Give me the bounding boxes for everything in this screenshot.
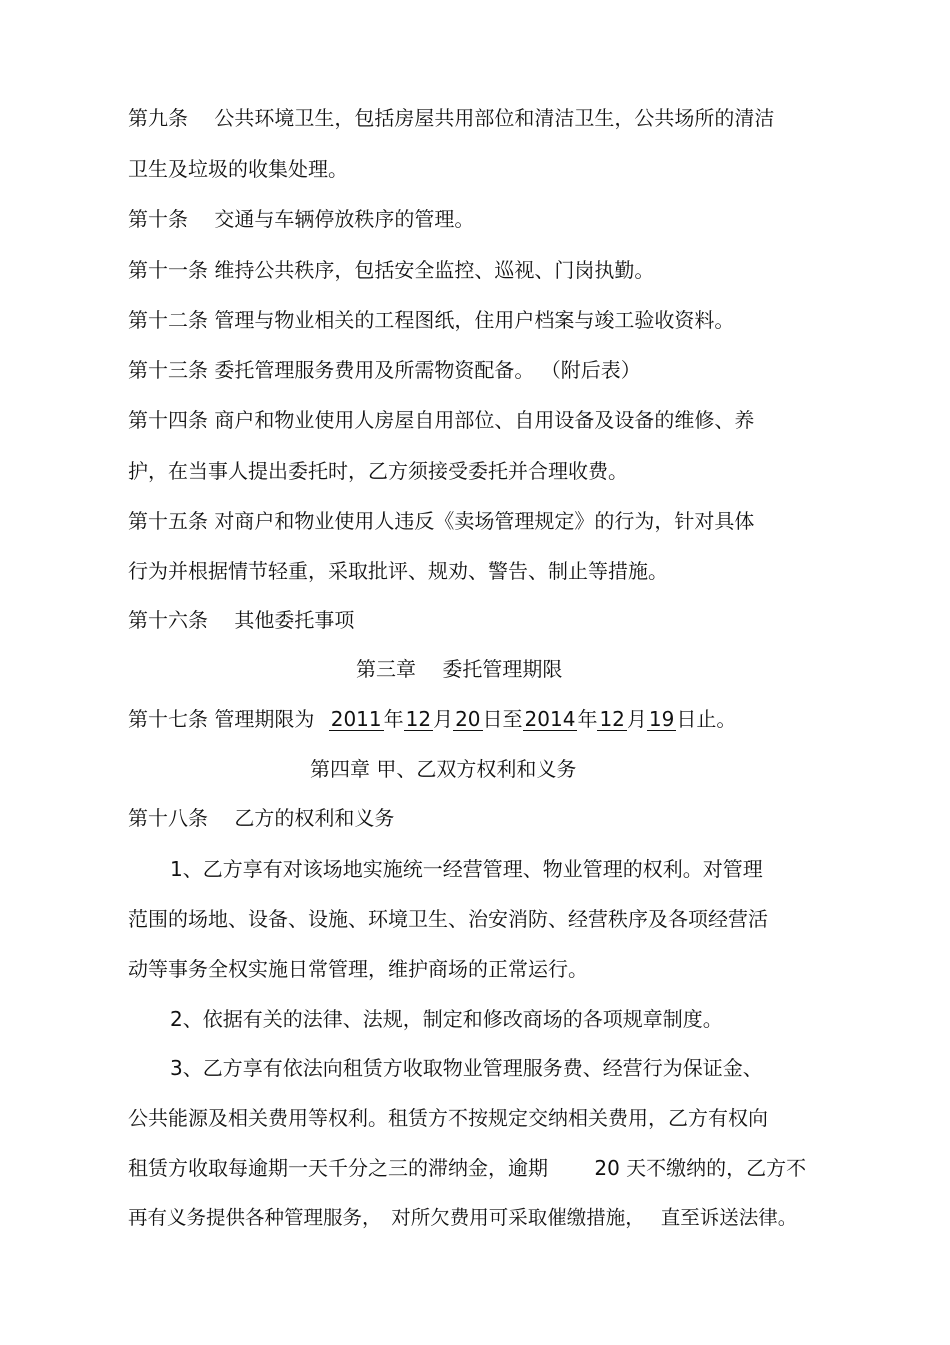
clause-2: 2、依据有关的法律、法规，制定和修改商场的各项规章制度。 — [170, 1007, 723, 1031]
article-17-prefix: 第十七条 管理期限为 — [128, 707, 315, 731]
clause-3-line-3: 租赁方收取每逾期一天千分之三的滞纳金，逾期 20 天不缴纳的，乙方不 — [128, 1156, 807, 1180]
article-9-line-1: 第九条 公共环境卫生，包括房屋共用部位和清洁卫生，公共场所的清洁 — [128, 106, 775, 130]
clause-1-line-3: 动等事务全权实施日常管理，维护商场的正常运行。 — [128, 957, 588, 981]
article-12: 第十二条 管理与物业相关的工程图纸，住用户档案与竣工验收资料。 — [128, 308, 735, 332]
start-year: 2011 — [330, 707, 382, 731]
clause-1-line-2: 范围的场地、设备、设施、环境卫生、治安消防、经营秩序及各项经营活 — [128, 907, 768, 931]
article-18: 第十八条 乙方的权利和义务 — [128, 806, 395, 830]
article-17 — [128, 705, 736, 733]
article-16: 第十六条 其他委托事项 — [128, 608, 355, 632]
month-label: 月 — [626, 707, 647, 731]
chapter-4-heading: 第四章 甲、乙双方权利和义务 — [310, 757, 577, 781]
clause-3-line-2: 公共能源及相关费用等权利。租赁方不按规定交纳相关费用，乙方有权向 — [128, 1106, 768, 1130]
day-end-label: 日止。 — [676, 707, 737, 731]
article-9-line-2: 卫生及垃圾的收集处理。 — [128, 157, 348, 181]
year-label: 年 — [577, 707, 598, 731]
article-11: 第十一条 维持公共秩序，包括安全监控、巡视、门岗执勤。 — [128, 258, 655, 282]
month-label: 月 — [433, 707, 454, 731]
article-14-line-1: 第十四条 商户和物业使用人房屋自用部位、自用设备及设备的维修、养 — [128, 408, 755, 432]
start-day: 20 — [455, 707, 481, 731]
chapter-3-heading: 第三章 委托管理期限 — [356, 657, 563, 681]
article-15-line-1: 第十五条 对商户和物业使用人违反《卖场管理规定》的行为，针对具体 — [128, 509, 755, 533]
article-14-line-2: 护，在当事人提出委托时，乙方须接受委托并合理收费。 — [128, 459, 628, 483]
end-year: 2014 — [524, 707, 576, 731]
article-10: 第十条 交通与车辆停放秩序的管理。 — [128, 207, 475, 231]
end-day: 19 — [648, 707, 675, 731]
end-month: 12 — [599, 707, 625, 731]
year-label: 年 — [383, 707, 404, 731]
article-15-line-2: 行为并根据情节轻重，采取批评、规劝、警告、制止等措施。 — [128, 559, 668, 583]
clause-3-line-4: 再有义务提供各种管理服务， 对所欠费用可采取催缴措施， 直至诉送法律。 — [128, 1206, 798, 1229]
start-month: 12 — [405, 707, 432, 731]
clause-1-line-1: 1、乙方享有对该场地实施统一经营管理、物业管理的权利。对管理 — [170, 857, 763, 881]
article-13: 第十三条 委托管理服务费用及所需物资配备。 （附后表） — [128, 358, 641, 382]
clause-3-line-1: 3、乙方享有依法向租赁方收取物业管理服务费、经营行为保证金、 — [170, 1056, 763, 1080]
day-to-label: 日至 — [482, 707, 523, 731]
